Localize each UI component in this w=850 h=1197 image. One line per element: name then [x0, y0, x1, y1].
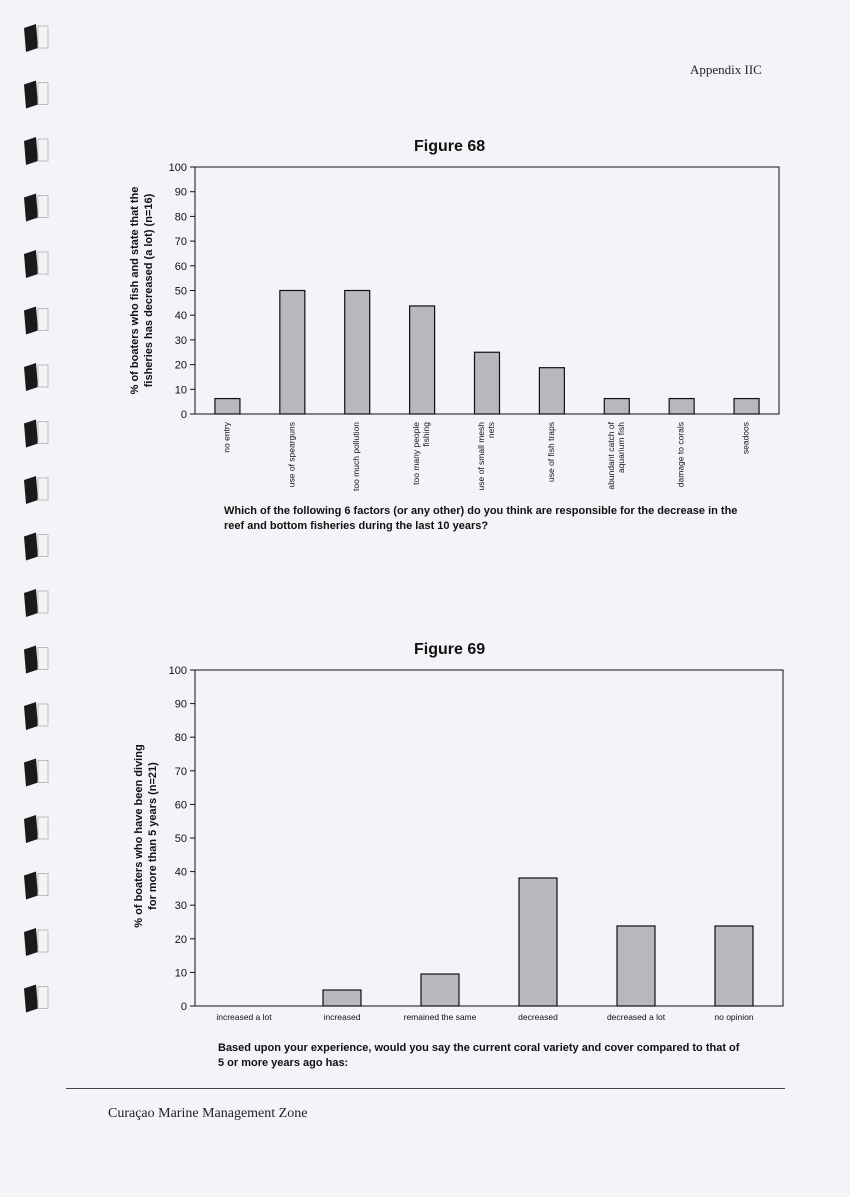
y-axis-label-line: for more than 5 years (n=21): [147, 762, 159, 910]
y-tick-label: 60: [174, 799, 187, 812]
y-axis-label: [129, 187, 155, 395]
bar: [715, 926, 753, 1006]
x-tick-label-line: no entry: [221, 422, 232, 453]
binding-ring: [24, 702, 48, 730]
bar: [604, 399, 629, 414]
y-tick-label: 90: [174, 698, 187, 711]
binding-ring: [24, 307, 48, 335]
y-tick-label: 0: [180, 409, 187, 421]
binding-ring: [24, 137, 48, 165]
figure-69-chart: [120, 660, 800, 1030]
x-tick-label: [221, 421, 231, 452]
y-tick-label: 0: [180, 1001, 187, 1013]
x-tick-label-line: nets: [486, 422, 496, 439]
figure-69-question: [218, 1041, 739, 1071]
x-tick-label: no opinion: [714, 1012, 754, 1022]
x-tick-label-line: too much pollution: [351, 422, 362, 491]
y-tick-label: 40: [174, 310, 187, 323]
binding-ring: [24, 476, 48, 504]
x-tick-label: [676, 422, 686, 487]
appendix-label: Appendix IIC: [690, 62, 762, 77]
plot-area-frame: [195, 670, 783, 1006]
x-tick-label: [546, 422, 556, 482]
y-axis-label-line: % of boaters who fish and state that the: [129, 186, 141, 395]
x-tick-label: increased: [323, 1012, 361, 1022]
x-tick-label: decreased a lot: [606, 1012, 666, 1022]
bar: [734, 399, 759, 414]
y-tick-label: 20: [174, 359, 187, 372]
y-tick-label: 10: [174, 384, 187, 397]
y-tick-label: 40: [174, 866, 187, 879]
x-tick-label: [411, 422, 431, 485]
binding-ring: [24, 759, 48, 787]
y-tick-label: 100: [168, 162, 187, 174]
bar: [669, 399, 694, 414]
x-tick-label: decreased: [518, 1012, 558, 1022]
y-tick-label: 30: [174, 900, 187, 913]
binding-ring: [24, 589, 48, 617]
binding-ring: [24, 24, 48, 52]
x-tick-label-line: damage to corals: [675, 422, 686, 488]
y-axis-label: [133, 744, 159, 927]
y-tick-label: 80: [174, 732, 187, 745]
x-tick-label-line: aquarium fish: [615, 422, 626, 474]
figure-69-question-line-1: Based upon your experience, would you say the current coral variety and cover compared to that of: [218, 1042, 740, 1054]
binding-ring: [24, 194, 48, 222]
bar: [421, 974, 459, 1006]
bar: [215, 399, 240, 414]
x-tick-label: [351, 422, 361, 491]
x-tick-label-line: fishing: [421, 422, 432, 447]
binding-ring: [24, 420, 48, 448]
spiral-binding: [0, 0, 60, 1197]
y-axis-label-line: fisheries has decreased (a lot) (n=16): [143, 193, 155, 388]
binding-ring: [24, 928, 48, 956]
x-tick-label-line: use of spearguns: [286, 422, 297, 488]
y-tick-label: 10: [174, 967, 187, 980]
bar: [280, 291, 305, 415]
y-tick-label: 90: [174, 186, 187, 199]
y-axis-label-line: % of boaters who have been diving: [133, 744, 145, 928]
binding-ring: [24, 81, 48, 109]
figure-68-title: Figure 68: [414, 138, 486, 155]
y-tick-label: 50: [174, 833, 187, 845]
figure-68-chart: [120, 155, 800, 500]
figure-68-question: [224, 504, 737, 534]
bar: [323, 990, 361, 1006]
x-tick-label-line: seadoos: [740, 422, 751, 455]
bar: [617, 926, 655, 1006]
y-tick-label: 60: [174, 260, 187, 273]
footer-organization: Curaçao Marine Management Zone: [108, 1106, 308, 1121]
binding-ring: [24, 985, 48, 1013]
figure-69-title: Figure 69: [414, 641, 486, 658]
y-tick-label: 80: [174, 211, 187, 224]
y-tick-label: 50: [174, 285, 187, 298]
binding-ring: [24, 646, 48, 674]
x-tick-label: [286, 422, 296, 487]
x-tick-label-line: use of small mesh: [476, 422, 486, 491]
x-tick-label: [741, 422, 751, 454]
figure-68-question-line-2: reef and bottom fisheries during the last 10 years?: [224, 520, 489, 532]
figure-68-question-line-1: Which of the following 6 factors (or any other) do you think are responsible for the decrease in the: [224, 505, 738, 517]
footer-divider: [66, 1088, 785, 1089]
y-tick-label: 70: [174, 765, 187, 778]
binding-ring: [24, 815, 48, 843]
x-tick-label: increased a lot: [216, 1012, 272, 1022]
bar: [345, 291, 370, 415]
bar: [410, 306, 435, 414]
bar: [475, 352, 500, 414]
y-tick-label: 70: [174, 236, 187, 249]
x-tick-label-line: use of fish traps: [545, 422, 556, 483]
figure-69-question-line-2: 5 or more years ago has:: [218, 1057, 349, 1069]
binding-ring: [24, 250, 48, 278]
binding-ring: [24, 363, 48, 391]
x-tick-label-line: too many people: [411, 422, 422, 485]
y-tick-label: 100: [168, 665, 187, 677]
x-tick-label: [606, 421, 626, 489]
bar: [539, 368, 564, 414]
x-tick-label: [476, 422, 496, 491]
binding-ring: [24, 872, 48, 900]
y-tick-label: 30: [174, 334, 187, 347]
x-tick-label: remained the same: [403, 1012, 477, 1022]
y-tick-label: 20: [174, 933, 187, 946]
binding-ring: [24, 533, 48, 561]
bar: [519, 878, 557, 1006]
x-tick-label-line: abundant catch of: [605, 422, 616, 490]
